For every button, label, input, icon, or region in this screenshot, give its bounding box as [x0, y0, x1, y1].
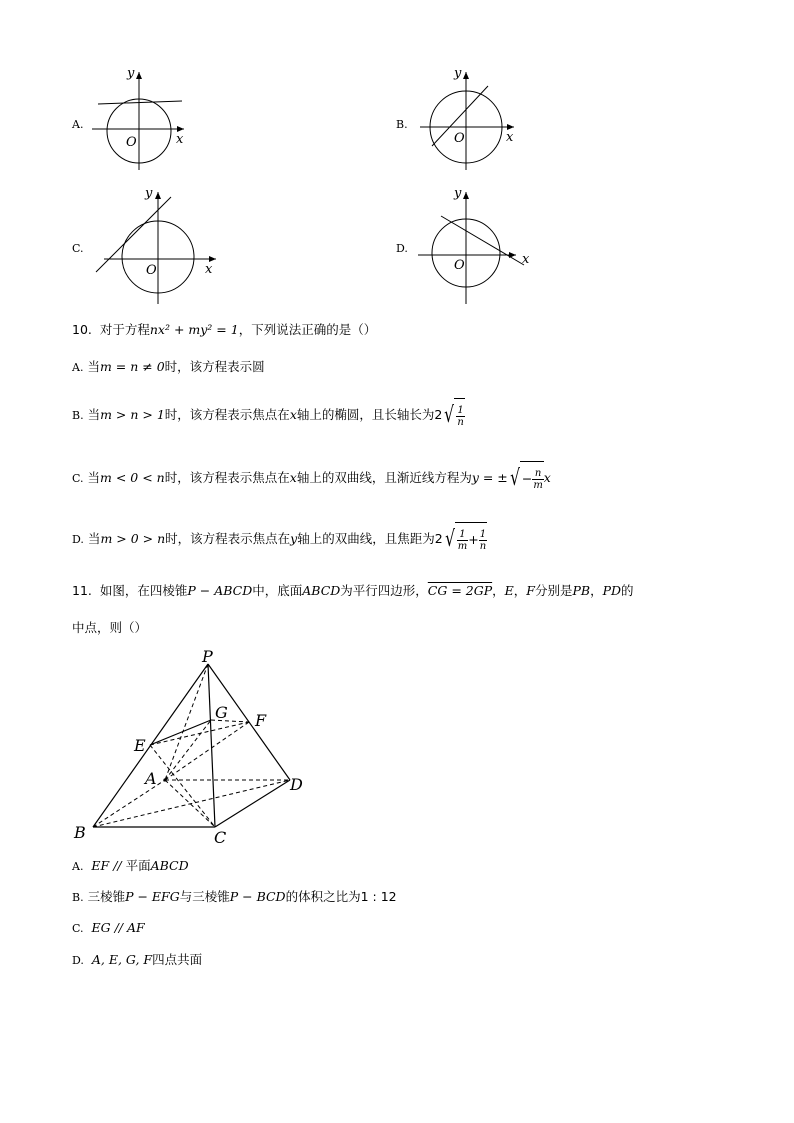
svg-text:x: x: [506, 130, 514, 145]
option-label: C.: [72, 242, 84, 255]
label-E: E: [134, 736, 146, 755]
svg-text:y: y: [454, 66, 462, 81]
graph-d: [396, 180, 541, 305]
svg-text:O: O: [454, 131, 465, 146]
svg-text:y: y: [145, 186, 153, 201]
q11-option-d: D. A, E, G, F四点共面: [72, 952, 203, 967]
q10-option-d: D. 当m > 0 > n时，该方程表示焦点在y轴上的双曲线，且焦距为2√ $\frac{1}{m}$ + $\frac{1}{n}$: [72, 522, 487, 557]
label-G: G: [215, 703, 228, 722]
svg-text:O: O: [454, 258, 465, 273]
q9-option-a: [72, 60, 202, 170]
q11-option-a: A. EF // 平面ABCD: [72, 858, 189, 873]
svg-text:x: x: [522, 252, 530, 267]
origin-label: O: [126, 135, 137, 150]
q11-stem: 11. 如图，在四棱锥P − ABCD中，底面ABCD为平行四边形，CG = 2GP，E，F分别是PB，PD的: [72, 583, 634, 598]
svg-text:y: y: [454, 186, 462, 201]
graph-b: [396, 60, 526, 170]
q11-stem-line2: 中点，则（）: [72, 620, 148, 635]
q10-option-c: C. 当m < 0 < n时，该方程表示焦点在x轴上的双曲线，且渐近线方程为y = ±√ − $\frac{n}{m}$ x: [72, 461, 551, 496]
q11-option-b: B. 三棱锥P − EFG与三棱锥P − BCD的体积之比为1 : 12: [72, 889, 397, 904]
option-label: A.: [72, 118, 84, 131]
vector-equation: CG = 2GP: [427, 583, 493, 598]
pyramid-figure: [68, 648, 328, 848]
q10-option-b: B. 当m > n > 1时，该方程表示焦点在x轴上的椭圆，且长轴长为2√ $\frac{1}{n}$: [72, 398, 465, 433]
label-P: P: [202, 648, 213, 666]
svg-text:O: O: [146, 263, 157, 278]
q10-stem: 10. 对于方程nx² + my² = 1，下列说法正确的是（）: [72, 322, 377, 337]
q11-option-c: C. EG // AF: [72, 920, 145, 935]
label-C: C: [214, 828, 227, 847]
x-axis-label: x: [176, 132, 184, 147]
label-F: F: [255, 711, 267, 730]
q9-option-c: [72, 180, 222, 305]
q9-option-b: [396, 60, 526, 170]
option-label: B.: [396, 118, 408, 131]
y-axis-label: y: [127, 66, 135, 81]
label-D: D: [290, 775, 303, 794]
label-B: B: [74, 823, 86, 842]
q9-option-d: [396, 180, 541, 305]
label-A: A: [145, 769, 157, 788]
graph-c: [72, 180, 222, 305]
q10-equation: nx² + my² = 1: [149, 322, 239, 337]
svg-text:x: x: [205, 262, 213, 277]
option-label: D.: [396, 242, 408, 255]
q10-option-a: A. 当m = n ≠ 0时，该方程表示圆: [72, 359, 265, 374]
graph-a: [72, 60, 202, 170]
